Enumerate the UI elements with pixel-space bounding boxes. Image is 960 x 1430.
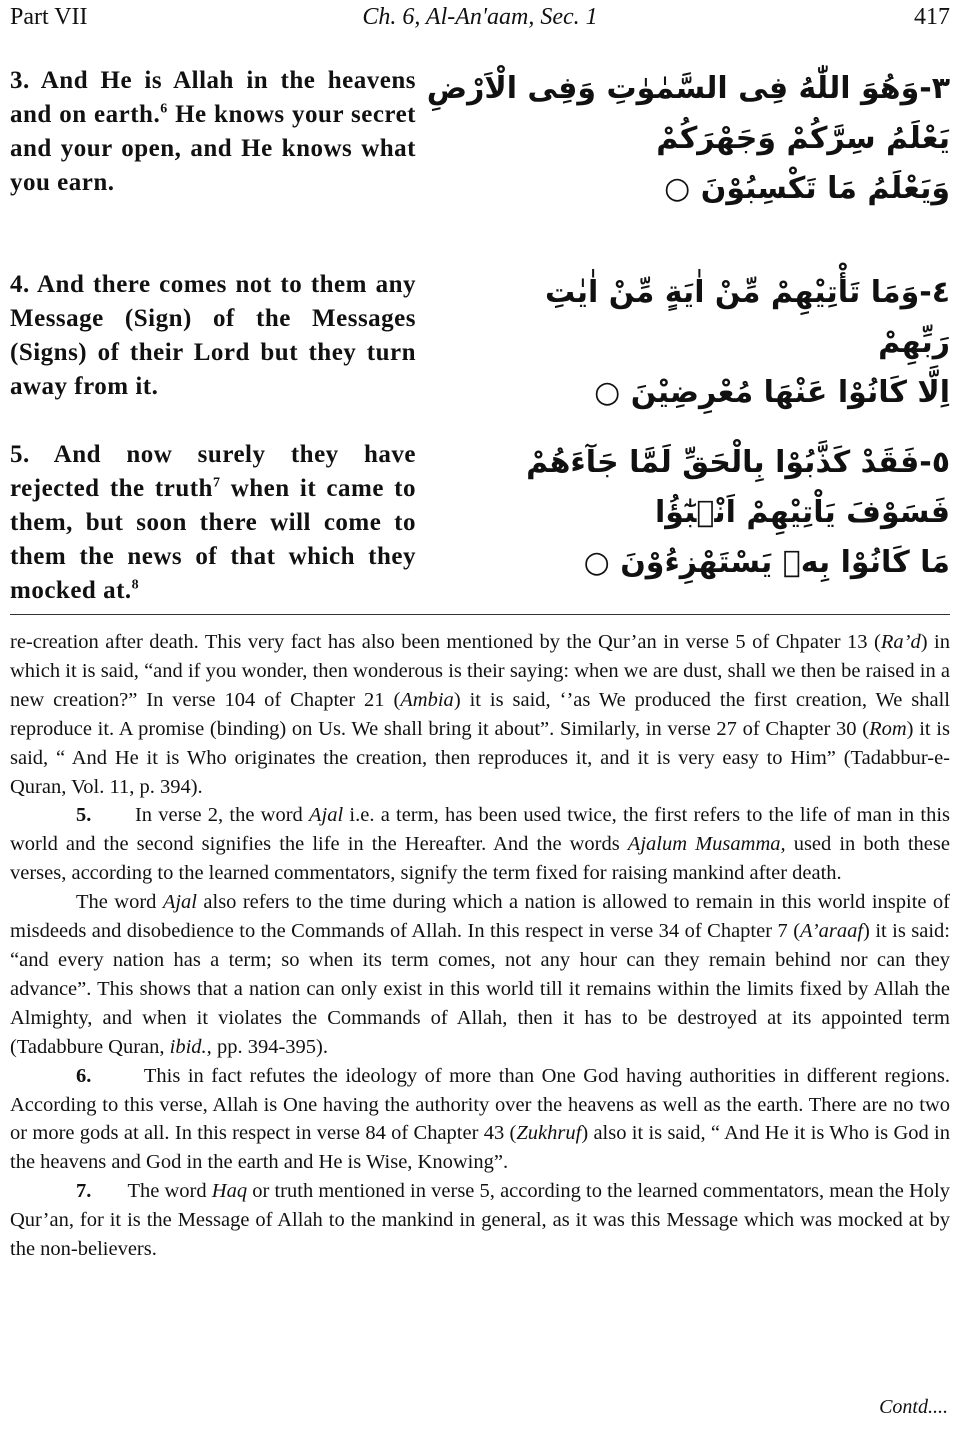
note-text: The word — [76, 891, 163, 914]
note-number: 6. — [76, 1064, 92, 1087]
note-text: i.e. a term, has been used twice, the first refers to the life of man in this world and the second signifies the life in the Hereafter. And the words — [10, 804, 950, 856]
note-italic: Zukhruf — [516, 1122, 582, 1145]
note-7 — [10, 1177, 950, 1264]
arabic-line: يَعْلَمُ سِرَّكُمْ وَجَهْرَكُمْ — [656, 121, 950, 156]
verse-3-english — [10, 64, 416, 200]
note-italic: Haq — [211, 1180, 248, 1203]
verse-3-arabic — [426, 64, 950, 214]
note-continuation — [10, 628, 950, 801]
verse-5-arabic — [520, 438, 950, 588]
note-italic: Ajal — [162, 891, 197, 914]
part-label: Part VII — [10, 4, 88, 30]
verse-text: He knows your secret and your open, and He knows what you earn. — [10, 101, 416, 196]
note-number: 7. — [76, 1180, 92, 1203]
arabic-line: ٥-فَقَدْ كَذَّبُوْا بِالْحَقِّ لَمَّا جَآءَهُمْ — [526, 445, 950, 480]
note-text: re-creation after death. This very fact has also been mentioned by the Qur’an in verse 5 of Chpater 13 ( — [10, 631, 881, 653]
arabic-line: رَبِّهِمْ — [878, 325, 950, 360]
arabic-line: وَيَعْلَمُ مَا تَكْسِبُوْنَ ○ — [664, 171, 950, 206]
note-5 — [10, 801, 950, 888]
continued-label: Contd.... — [879, 1396, 948, 1418]
note-italic: Ra’d — [880, 631, 921, 653]
note-text: ) in which it is said, “and if you wonder, then wonderous is their saying: when we are dust, shall we then be raised in a new creation?” In verse 104 of Chapter 21 ( — [10, 631, 950, 711]
note-italic: Rom — [869, 717, 907, 740]
verse-5 — [10, 438, 950, 608]
note-text: ) it is said: “and every nation has a term; so when its term comes, not any hour can they remain behind nor can they advance”. This shows that a nation can only exist in this world till it remains within the limits fixed by Allah the Almighty, and when it violates the Commands of Allah, then it has to be destroyed at its appointed term (Tadabbure Quran, — [10, 920, 951, 1058]
note-text: The word — [127, 1180, 212, 1203]
note-italic: Ambia — [400, 688, 454, 711]
verse-5-english — [10, 438, 416, 608]
note-italic: Ajal — [309, 804, 344, 827]
footnote-ref: 7 — [212, 475, 221, 491]
verse-text: 5. And now surely they have rejected the truth — [10, 441, 416, 502]
arabic-line: فَسَوْفَ يَاْتِيْهِمْ اَنْۢبٰٓؤُا — [655, 495, 950, 530]
verse-4-arabic — [520, 268, 950, 418]
note-text: or truth mentioned in verse 5, according to the learned commentators, mean the Holy Qur’an, for it is the Message of Allah to the mankind in general, as it was this Message which was mocked at by the non-believers. — [10, 1180, 950, 1261]
note-text: ) also it is said, “ And He it is Who is God in the heavens and God in the earth and He is Wise, Knowing”. — [10, 1122, 951, 1174]
note-text: In verse 2, the word — [134, 804, 310, 827]
commentary-notes — [10, 628, 950, 1264]
verse-text: 3. And He is Allah in the heavens and on earth. — [10, 67, 416, 128]
arabic-line: ٤-وَمَا تَأْتِيْهِمْ مِّنْ اٰيَةٍ مِّنْ اٰيٰتِ — [544, 275, 950, 310]
page-header — [10, 4, 950, 34]
arabic-line: ٣-وَهُوَ اللّٰهُ فِى السَّمٰوٰتِ وَفِى الْاَرْضِ — [426, 71, 950, 106]
note-italic: A’araaf — [800, 920, 864, 943]
note-5-continued — [10, 888, 950, 1061]
note-text: This in fact refutes the ideology of more than One God having authorities in different regions. According to this verse, Allah is One having the authority over the heavens as well as the earth. There are no two or more gods at all. In this respect in verse 84 of Chapter 43 ( — [10, 1064, 950, 1145]
verse-4-english: 4. And there comes not to them any Message (Sign) of the Messages (Signs) of their Lord but they turn away from it. — [10, 271, 416, 400]
verse-text: when it came to them, but soon there will come to them the news of that which they mocked at. — [10, 475, 416, 604]
note-text: used in both these verses, according to the learned commentators, signify the term fixed for raising mankind after death. — [10, 833, 950, 885]
arabic-line: مَا كَانُوْا بِهٖ يَسْتَهْزِءُوْنَ ○ — [583, 545, 950, 580]
footnote-ref: 6 — [160, 101, 168, 117]
note-text: pp. 394-395). — [211, 1035, 328, 1058]
footnote-ref: 8 — [131, 577, 140, 593]
verse-3 — [10, 64, 950, 234]
note-italic: Ajalum Musamma, — [627, 833, 786, 856]
note-text: also refers to the time during which a nation is allowed to remain in this world inspite of misdeeds and disobedience to the Commands of Allah. In this respect in verse 34 of Chapter 7 ( — [10, 891, 950, 943]
note-italic: ibid., — [169, 1035, 212, 1058]
note-text: ) it is said, “ And He it is Who originates the creation, then reproduces it, and it is very easy to Him” (Tadabbur-e-Quran, Vol. 11, p. 394). — [10, 717, 950, 798]
note-6 — [10, 1062, 950, 1178]
note-number: 5. — [76, 804, 92, 827]
chapter-heading: Ch. 6, Al-An'aam, Sec. 1 — [362, 4, 598, 30]
note-text: ) it is said, ‘’as We produced the first creation, We shall reproduce it. A promise (binding) on Us. We shall bring it about”. Similarly, in verse 27 of Chapter 30 ( — [10, 688, 950, 740]
verse-4 — [10, 268, 950, 428]
footnote-divider — [10, 614, 950, 615]
page-number: 417 — [914, 4, 950, 30]
arabic-line: اِلَّا كَانُوْا عَنْهَا مُعْرِضِيْنَ ○ — [594, 375, 950, 410]
